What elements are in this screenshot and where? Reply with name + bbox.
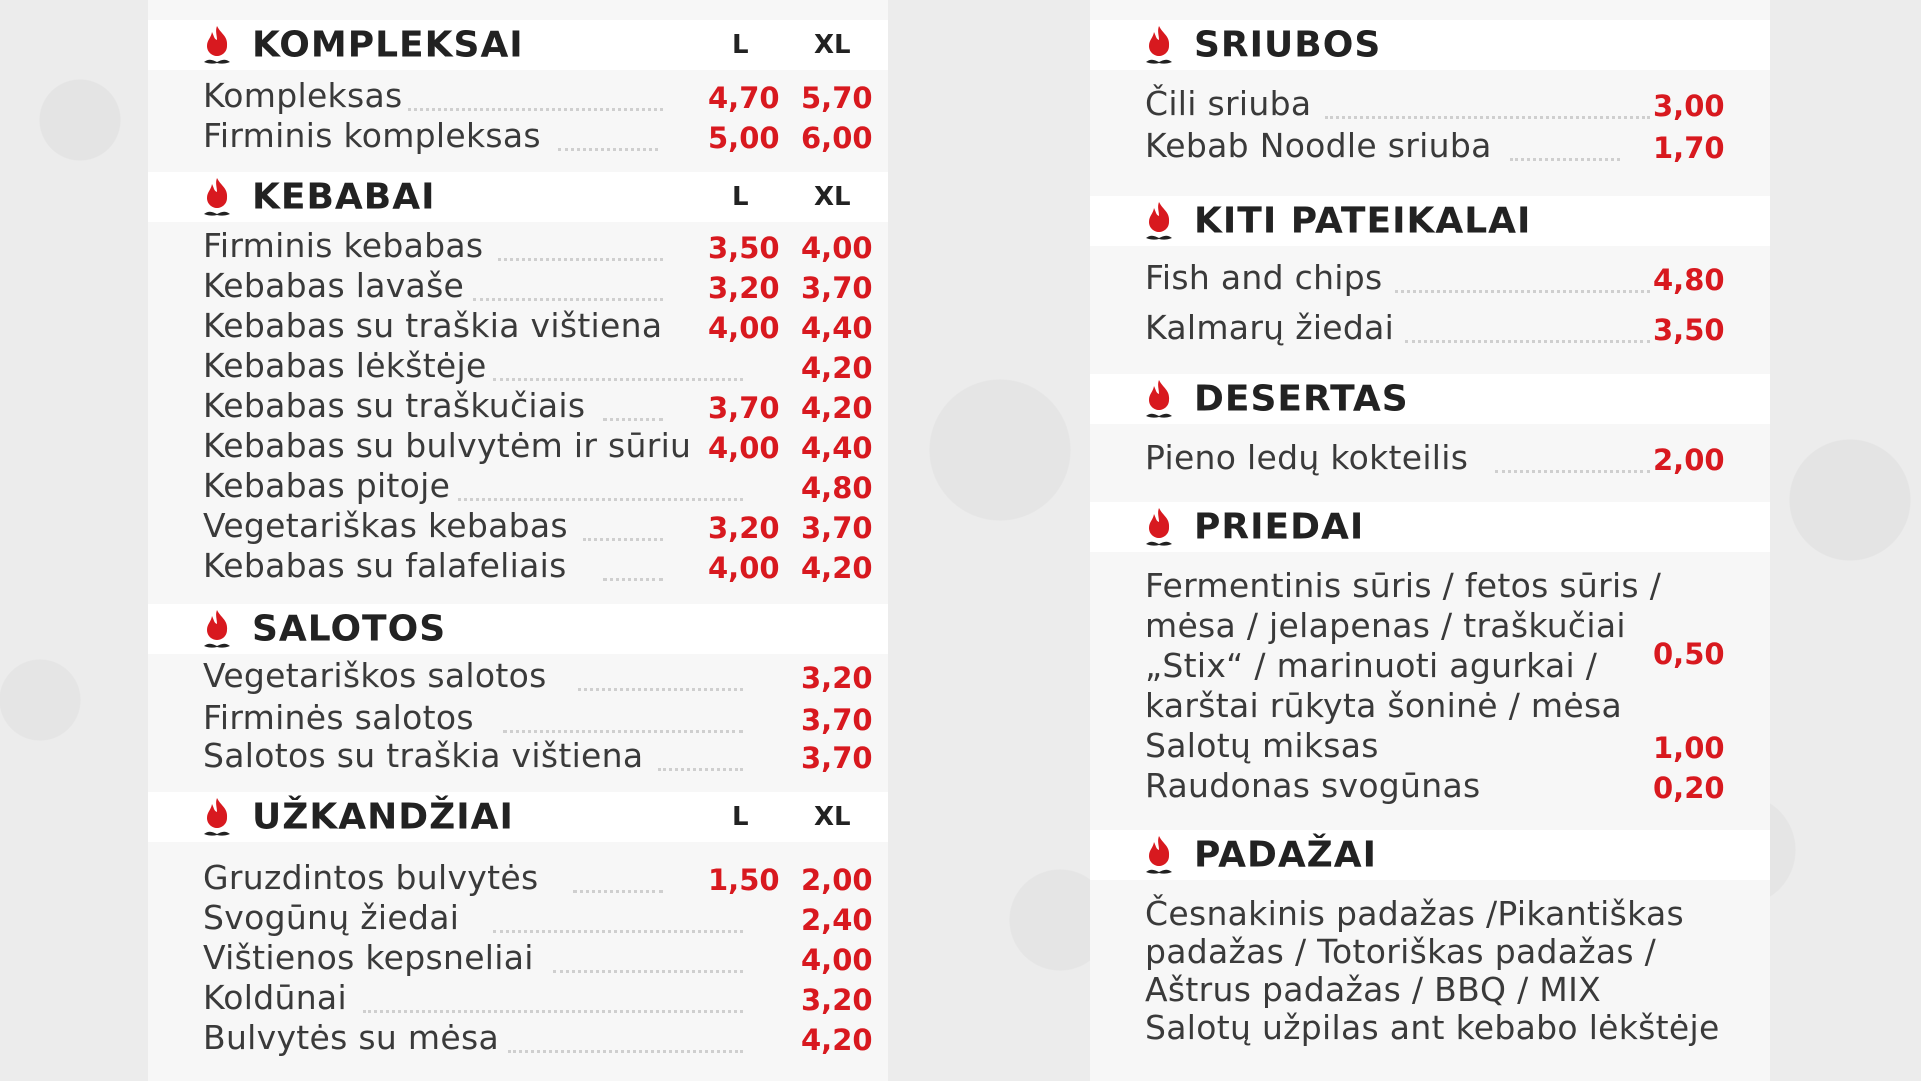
menu-item xyxy=(1145,308,1745,348)
sauce-line: Salotų užpilas ant kebabo lėkštėje xyxy=(1145,1008,1720,1047)
price: 1,70 xyxy=(1653,131,1725,165)
price: 3,00 xyxy=(1653,89,1725,123)
menu-item xyxy=(203,426,873,466)
price-xl: 4,20 xyxy=(801,551,873,585)
item-name: Svogūnų žiedai xyxy=(203,898,460,937)
price-xl: 4,00 xyxy=(801,231,873,265)
price-xl: 3,20 xyxy=(801,983,873,1017)
menu-item xyxy=(203,858,873,898)
item-name: Kebabas su bulvytėm ir sūriu xyxy=(203,426,692,465)
price: 0,20 xyxy=(1653,771,1725,805)
item-name: Kompleksas xyxy=(203,76,403,115)
price-xl: 3,70 xyxy=(801,703,873,737)
priedai-option-line: mėsa / jelapenas / traškučiai xyxy=(1145,606,1626,645)
price-l: 3,20 xyxy=(708,271,780,305)
section-title: UŽKANDŽIAI xyxy=(252,796,514,838)
sauce-line: Česnakinis padažas /Pikantiškas xyxy=(1145,894,1684,933)
sauce-line: Aštrus padažas / BBQ / MIX xyxy=(1145,970,1602,1009)
item-name: Kalmarų žiedai xyxy=(1145,308,1395,347)
item-name: Kebabas su traškučiais xyxy=(203,386,586,425)
price-l: 4,00 xyxy=(708,311,780,345)
size-l-label: L xyxy=(732,182,749,212)
menu-item xyxy=(203,898,873,938)
dot-leader xyxy=(473,294,663,301)
section-title: KITI PATEIKALAI xyxy=(1194,200,1532,242)
price-xl: 3,70 xyxy=(801,511,873,545)
dot-leader xyxy=(458,494,743,501)
menu-item xyxy=(203,266,873,306)
dot-leader xyxy=(408,104,663,111)
menu-item xyxy=(203,736,873,776)
price: 2,00 xyxy=(1653,443,1725,477)
price-xl: 2,40 xyxy=(801,903,873,937)
section-header-kiti-pateikalai xyxy=(1090,196,1770,246)
menu-item xyxy=(203,306,873,346)
item-name: Pieno ledų kokteilis xyxy=(1145,438,1469,477)
dot-leader xyxy=(553,966,743,973)
price-xl: 5,70 xyxy=(801,81,873,115)
dot-leader xyxy=(558,144,658,151)
flame-mustache-icon xyxy=(200,796,234,840)
dot-leader xyxy=(658,764,743,771)
size-l-label: L xyxy=(732,802,749,832)
price: 4,80 xyxy=(1653,263,1725,297)
section-header-desertas xyxy=(1090,374,1770,424)
item-name: Raudonas svogūnas xyxy=(1145,766,1481,805)
flame-mustache-icon xyxy=(1142,506,1176,550)
price-xl: 4,00 xyxy=(801,943,873,977)
item-name: Kebabas lėkštėje xyxy=(203,346,487,385)
menu-item xyxy=(1145,766,1745,806)
price-l: 4,70 xyxy=(708,81,780,115)
dot-leader xyxy=(1405,336,1650,343)
size-l-label: L xyxy=(732,30,749,60)
menu-item xyxy=(203,76,873,116)
price-xl: 4,40 xyxy=(801,431,873,465)
dot-leader xyxy=(498,254,663,261)
price-xl: 3,20 xyxy=(801,661,873,695)
item-name: Firminis kompleksas xyxy=(203,116,541,155)
menu-item xyxy=(203,938,873,978)
section-header-uzkandziai xyxy=(148,792,888,842)
section-title: PRIEDAI xyxy=(1194,506,1365,548)
dot-leader xyxy=(1495,466,1650,473)
size-xl-label: XL xyxy=(814,30,851,60)
item-name: Firminis kebabas xyxy=(203,226,484,265)
price: 3,50 xyxy=(1653,313,1725,347)
price-l: 3,70 xyxy=(708,391,780,425)
dot-leader xyxy=(503,726,743,733)
item-name: Salotų miksas xyxy=(1145,726,1379,765)
menu-item xyxy=(203,978,873,1018)
menu-item xyxy=(203,466,873,506)
item-name: Koldūnai xyxy=(203,978,347,1017)
section-title: SALOTOS xyxy=(252,608,447,650)
price-xl: 4,40 xyxy=(801,311,873,345)
dot-leader xyxy=(363,1006,743,1013)
menu-item xyxy=(203,698,873,738)
price-l: 3,50 xyxy=(708,231,780,265)
item-name: Čili sriuba xyxy=(1145,84,1312,123)
dot-leader xyxy=(1510,154,1620,161)
item-name: Kebabas su falafeliais xyxy=(203,546,567,585)
item-name: Salotos su traškia vištiena xyxy=(203,736,644,775)
dot-leader xyxy=(493,926,743,933)
menu-item xyxy=(1145,84,1745,124)
menu-item xyxy=(203,656,873,696)
sauce-line: padažas / Totoriškas padažas / xyxy=(1145,932,1657,971)
price-l: 1,50 xyxy=(708,863,780,897)
menu-item xyxy=(1145,126,1745,166)
section-header-kebabai xyxy=(148,172,888,222)
menu-item xyxy=(203,346,873,386)
price-xl: 4,20 xyxy=(801,391,873,425)
dot-leader xyxy=(1395,286,1650,293)
flame-mustache-icon xyxy=(1142,24,1176,68)
flame-mustache-icon xyxy=(1142,378,1176,422)
dot-leader xyxy=(583,534,663,541)
section-header-salotos xyxy=(148,604,888,654)
flame-mustache-icon xyxy=(200,176,234,220)
dot-leader xyxy=(573,886,663,893)
flame-mustache-icon xyxy=(1142,834,1176,878)
flame-mustache-icon xyxy=(1142,200,1176,244)
item-name: Vegetariškas kebabas xyxy=(203,506,568,545)
price-l: 3,20 xyxy=(708,511,780,545)
item-name: Gruzdintos bulvytės xyxy=(203,858,539,897)
section-title: SRIUBOS xyxy=(1194,24,1382,66)
price: 1,00 xyxy=(1653,731,1725,765)
section-title: PADAŽAI xyxy=(1194,834,1378,876)
dot-leader xyxy=(508,1046,743,1053)
priedai-group-price: 0,50 xyxy=(1653,637,1725,671)
menu-item xyxy=(1145,258,1745,298)
price-xl: 4,20 xyxy=(801,351,873,385)
menu-item xyxy=(203,226,873,266)
size-xl-label: XL xyxy=(814,802,851,832)
item-name: Vištienos kepsneliai xyxy=(203,938,534,977)
section-title: KEBABAI xyxy=(252,176,436,218)
dot-leader xyxy=(493,374,743,381)
price-xl: 3,70 xyxy=(801,741,873,775)
item-name: Vegetariškos salotos xyxy=(203,656,547,695)
menu-item xyxy=(203,116,873,156)
section-title: DESERTAS xyxy=(1194,378,1409,420)
dot-leader xyxy=(578,684,743,691)
price-xl: 4,20 xyxy=(801,1023,873,1057)
section-header-padazai xyxy=(1090,830,1770,880)
item-name: Kebabas lavaše xyxy=(203,266,465,305)
section-header-kompleksai xyxy=(148,20,888,70)
size-xl-label: XL xyxy=(814,182,851,212)
section-header-sriubos xyxy=(1090,20,1770,70)
menu-item xyxy=(203,546,873,586)
dot-leader xyxy=(1325,112,1650,119)
menu-item xyxy=(203,386,873,426)
price-xl: 4,80 xyxy=(801,471,873,505)
menu-item xyxy=(1145,438,1745,478)
price-l: 5,00 xyxy=(708,121,780,155)
price-xl: 6,00 xyxy=(801,121,873,155)
item-name: Fish and chips xyxy=(1145,258,1383,297)
item-name: Kebab Noodle sriuba xyxy=(1145,126,1492,165)
price-l: 4,00 xyxy=(708,431,780,465)
dot-leader xyxy=(603,414,663,421)
price-l: 4,00 xyxy=(708,551,780,585)
dot-leader xyxy=(603,574,663,581)
section-title: KOMPLEKSAI xyxy=(252,24,524,66)
priedai-option-line: „Stix“ / marinuoti agurkai / xyxy=(1145,646,1598,685)
flame-mustache-icon xyxy=(200,608,234,652)
item-name: Bulvytės su mėsa xyxy=(203,1018,499,1057)
menu-item xyxy=(1145,726,1745,766)
item-name: Kebabas pitoje xyxy=(203,466,451,505)
item-name: Firminės salotos xyxy=(203,698,474,737)
priedai-option-line: karštai rūkyta šoninė / mėsa xyxy=(1145,686,1622,725)
menu-item xyxy=(203,506,873,546)
item-name: Kebabas su traškia vištiena xyxy=(203,306,663,345)
flame-mustache-icon xyxy=(200,24,234,68)
price-xl: 2,00 xyxy=(801,863,873,897)
menu-item xyxy=(203,1018,873,1058)
section-header-priedai xyxy=(1090,502,1770,552)
price-xl: 3,70 xyxy=(801,271,873,305)
priedai-option-line: Fermentinis sūris / fetos sūris / xyxy=(1145,566,1662,605)
